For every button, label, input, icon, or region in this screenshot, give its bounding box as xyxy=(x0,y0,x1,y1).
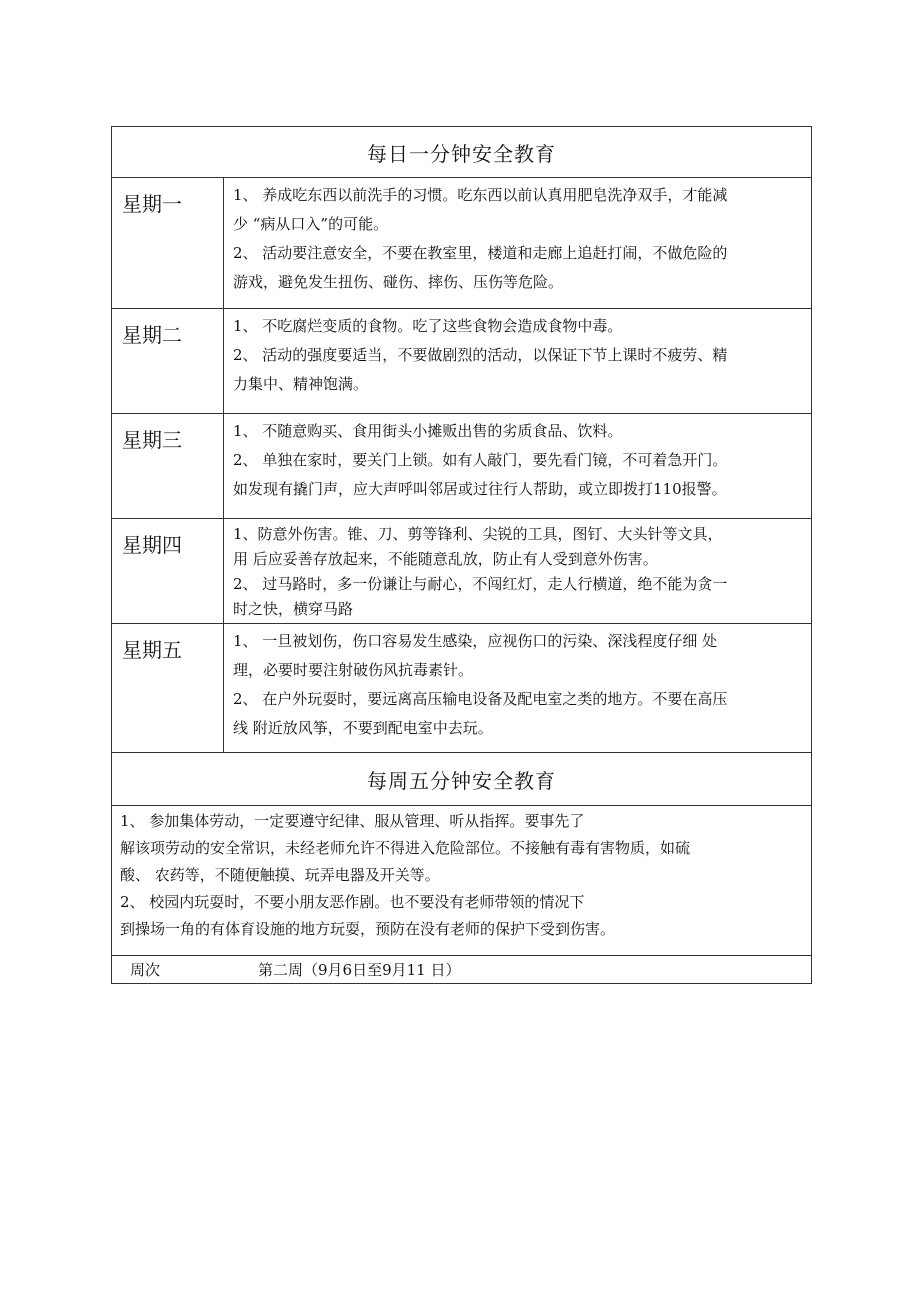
content-line: 1、防意外伤害。锥、刀、剪等锋利、尖锐的工具，图钉、大头针等文具， xyxy=(233,525,723,543)
content-line: 少 “病从口入”的可能。 xyxy=(233,215,389,233)
content-line: 2、 单独在家时，要关门上锁。如有人敲门，要先看门镜，不可着急开门。 xyxy=(233,451,728,469)
content-line: 解该项劳动的安全常识，未经老师允许不得进入危险部位。不接触有毒有害物质，如硫 xyxy=(120,839,691,857)
day-label: 星期四 xyxy=(112,519,224,623)
day-row-monday xyxy=(112,178,811,309)
content-line: 1、 不吃腐烂变质的食物。吃了这些食物会造成食物中毒。 xyxy=(233,317,623,335)
day-content xyxy=(224,624,811,752)
content-line: 1、 养成吃东西以前洗手的习惯。吃东西以前认真用肥皂洗净双手，才能减 xyxy=(233,186,728,204)
day-label: 星期五 xyxy=(112,624,224,752)
content-line: 游戏，避免发生扭伤、碰伤、摔伤、压伤等危险。 xyxy=(233,273,564,291)
content-line: 2、 活动的强度要适当，不要做剧烈的活动，以保证下节上课时不疲劳、精 xyxy=(233,346,728,364)
weekly-title: 每周五分钟安全教育 xyxy=(112,753,811,806)
content-line: 2、 校园内玩耍时，不要小朋友恶作剧。也不要没有老师带领的情况下 xyxy=(120,893,585,911)
content-line: 线 附近放风筝，不要到配电室中去玩。 xyxy=(233,719,493,737)
content-line: 1、 一旦被划伤，伤口容易发生感染，应视伤口的污染、深浅程度仔细 处 xyxy=(233,632,718,650)
day-label: 星期二 xyxy=(112,309,224,413)
content-line: 时之快，横穿马路 xyxy=(233,600,354,618)
daily-title: 每日一分钟安全教育 xyxy=(112,127,811,178)
day-row-tuesday xyxy=(112,309,811,414)
safety-education-table xyxy=(111,126,812,984)
day-content xyxy=(224,309,811,413)
content-line: 理，必要时要注射破伤风抗毒素针。 xyxy=(233,661,474,679)
week-number-row xyxy=(112,956,811,983)
content-line: 2、 过马路时，多一份谦让与耐心，不闯红灯，走人行横道，绝不能为贪一 xyxy=(233,575,728,593)
content-line: 用 后应妥善存放起来，不能随意乱放，防止有人受到意外伤害。 xyxy=(233,550,658,568)
day-content xyxy=(224,414,811,518)
day-content xyxy=(224,519,811,623)
content-line: 力集中、精神饱满。 xyxy=(233,375,369,393)
content-line: 1、 参加集体劳动，一定要遵守纪律、服从管理、听从指挥。要事先了 xyxy=(120,812,585,830)
content-line: 1、 不随意购买、食用街头小摊贩出售的劣质食品、饮料。 xyxy=(233,422,623,440)
content-line: 到操场一角的有体育设施的地方玩耍，预防在没有老师的保护下受到伤害。 xyxy=(120,920,616,938)
day-row-thursday xyxy=(112,519,811,624)
day-row-wednesday xyxy=(112,414,811,519)
content-line: 如发现有撬门声，应大声呼叫邻居或过往行人帮助，或立即拨打110报警。 xyxy=(233,480,727,498)
content-line: 酸、 农药等，不随便触摸、玩弄电器及开关等。 xyxy=(120,866,440,884)
day-label: 星期三 xyxy=(112,414,224,518)
day-content xyxy=(224,178,811,308)
week-label: 周次 xyxy=(130,961,161,979)
weekly-content xyxy=(112,806,811,956)
content-line: 2、 在户外玩耍时，要远离高压输电设备及配电室之类的地方。不要在高压 xyxy=(233,690,728,708)
day-label: 星期一 xyxy=(112,178,224,308)
week-value: 第二周（9月6日至9月11 日） xyxy=(258,961,461,979)
content-line: 2、 活动要注意安全，不要在教室里，楼道和走廊上追赶打闹，不做危险的 xyxy=(233,244,728,262)
day-row-friday xyxy=(112,624,811,753)
